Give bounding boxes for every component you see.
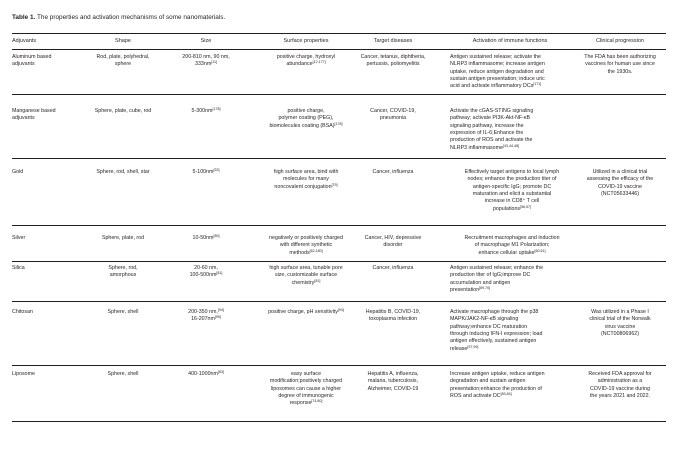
- citation: [81]: [314, 278, 321, 283]
- citation: [69,70]: [479, 285, 491, 290]
- citation: [43,44,48]: [503, 143, 519, 148]
- cell-target: Cancer, tetanus, diphtheria, pertussis, poliomyelitis: [360, 54, 426, 68]
- cell-surface-text: high surface area, tunable pore size, customizable surface chemistry: [269, 265, 343, 286]
- cell-shape: Rod, plate, polyhedral, sphere: [96, 54, 150, 68]
- cell-adjuvant: Gold: [12, 169, 24, 175]
- table-caption: [12, 14, 225, 22]
- cell-activation: [450, 169, 574, 213]
- cell-surface: [254, 265, 358, 287]
- cell-size: [178, 235, 234, 242]
- cell-surface-text: positive charge, polymer coating (PEG), biomolecules coating (BSA): [269, 108, 335, 129]
- cell-activation-text: Antigen sustained release; activate the NLRP3 inflammasome; increase antigen uptake, reduce antigen degradation and sustain antigen presentation; induce uric acid and activate inflammatory DCs: [450, 54, 545, 90]
- cell-activation: [450, 235, 574, 257]
- cell-activation: [450, 108, 574, 152]
- header-adjuvants: Adjuvants: [12, 38, 37, 44]
- cell-clinical: Received FDA approval for administration as a COVID-19 vaccine during the years 2021 and 2022.: [588, 371, 652, 400]
- citation: [56,57]: [520, 204, 532, 209]
- citation: [171]: [533, 82, 542, 87]
- cell-shape: Sphere, plate, rod: [101, 235, 145, 241]
- cell-target: Cancer, influenza: [372, 265, 414, 271]
- cell-adjuvant: Chitosan: [12, 309, 33, 315]
- citation: [11]: [211, 60, 217, 65]
- citation: [97,99]: [467, 344, 479, 349]
- cell-size-text: 16-207nm: [191, 316, 215, 323]
- header-target-diseases: Target diseases: [373, 38, 413, 44]
- cell-adjuvant: Silica: [12, 265, 25, 271]
- cell-clinical: Utilized in a clinical trial assessing the efficacy of the COVID-19 vaccine (NCT05633446): [586, 169, 654, 198]
- cell-shape: Sphere, rod, amorphous: [108, 265, 138, 279]
- citation: [81]: [216, 271, 223, 276]
- row-divider: [12, 158, 666, 159]
- cell-size: [178, 169, 234, 176]
- cell-target: Cancer, HIV, depressive disorder: [364, 235, 422, 249]
- header-shape: Shape: [115, 38, 131, 44]
- citation: [79]: [331, 182, 338, 187]
- cell-size-text: 200-810 nm, 90 nm, 333nm: [182, 54, 230, 68]
- cell-size-text: 5-100nm: [192, 169, 214, 175]
- cell-surface-text: high surface area, bind with molecules for many noncovalent conjugation: [273, 169, 339, 190]
- cell-activation-text: Recruitment macrophages and induction of macrophage M1 Polarization; enhance cellular uptake: [464, 235, 560, 256]
- cell-shape: Sphere, shell: [107, 371, 139, 377]
- cell-clinical: The FDA has been authorizing vaccines for human use since the 1930s.: [584, 54, 656, 75]
- cell-target: Cancer, influenza: [372, 169, 414, 175]
- table-bottom-rule: [12, 421, 666, 422]
- cell-size-text: 10-50nm: [192, 235, 214, 241]
- cell-surface-text: negatively or positively charged with different synthetic methods: [269, 235, 343, 256]
- cell-surface-text: positive charge, pH sensitivity: [268, 309, 338, 315]
- cell-clinical: Was utilized in a Phase I clinical trial of the Norwalk virus vaccine (NCT00806962): [589, 309, 651, 338]
- cell-target: Cancer, COVID-19, pneumonia: [370, 108, 416, 122]
- cell-size: [178, 309, 234, 324]
- cell-surface: [254, 371, 358, 408]
- citation: [74,80]: [311, 399, 323, 404]
- citation: [83,84]: [500, 391, 512, 396]
- cell-surface: [254, 169, 358, 191]
- table-top-rule: [12, 33, 666, 34]
- cell-target: Hepatitis B, COVID-19, toxoplasma infection: [365, 309, 421, 323]
- row-divider: [12, 94, 666, 95]
- table-caption-label: Table 1.: [12, 14, 36, 21]
- cell-adjuvant: Liposome: [12, 371, 35, 377]
- row-divider: [12, 365, 666, 366]
- cell-target: Hepatitis A, influenza, malaria, tuberculosis, Alzheimer, COVID-19: [367, 371, 419, 392]
- cell-shape: Sphere, rod, shell, star: [96, 169, 150, 175]
- cell-surface: [254, 54, 358, 69]
- citation: [85]: [213, 233, 220, 238]
- header-clinical-progression: Clinical progression: [596, 38, 644, 44]
- header-surface-properties: Surface properties: [283, 38, 329, 44]
- citation: [94]: [217, 307, 224, 312]
- cell-shape: Sphere, plate, cube, rod: [94, 108, 152, 114]
- cell-surface: [254, 309, 358, 316]
- cell-activation-text: Increase antigen uptake, reduce antigen degradation and sustain antigen presentation;enhance the production of ROS and activate DC: [450, 371, 545, 400]
- header-size: Size: [200, 38, 212, 44]
- citation: [94]: [337, 307, 344, 312]
- cell-activation: [450, 309, 574, 353]
- citation: [95]: [214, 315, 221, 320]
- citation: [60,61]: [534, 248, 546, 253]
- citation: [62,180]: [309, 248, 323, 253]
- cell-surface: [254, 108, 358, 130]
- cell-size: [178, 371, 234, 378]
- header-activation: Activation of immune functions: [472, 38, 548, 44]
- cell-size-text: 200-350 nm,: [188, 309, 218, 315]
- table-caption-text: The properties and activation mechanisms of some nanomaterials.: [35, 14, 226, 21]
- cell-size: [178, 108, 234, 115]
- cell-adjuvant: Silver: [12, 235, 26, 241]
- cell-shape: Sphere, shell: [107, 309, 139, 315]
- cell-activation-text: Antigen sustained release; enhance the production titer of IgG;improve DC accumulation and antigen presentation: [450, 265, 544, 294]
- cell-activation-text: Effectively target antigens to local lymph nodes; enhance the production titer of antigen-specific IgG; promote DC maturation and elicit a substantial increase in CD8⁺ T cell populations: [464, 169, 560, 212]
- cell-activation: [450, 54, 574, 91]
- cell-activation: [450, 371, 574, 400]
- cell-activation: [450, 265, 574, 294]
- cell-adjuvant: Aluminum based adjuvants: [12, 54, 52, 68]
- cell-surface-text: easy surface modification;positively charged liposomes can cause a higher degree of immunogenic response: [269, 371, 343, 407]
- cell-adjuvant: Manganese based adjuvants: [12, 108, 56, 122]
- cell-surface: [254, 235, 358, 257]
- cell-size: [178, 265, 234, 280]
- row-divider: [12, 301, 666, 302]
- row-divider: [12, 261, 666, 262]
- citation: [178]: [212, 106, 221, 111]
- cell-size-text: 400-1000nm: [188, 371, 218, 377]
- citation: [53]: [213, 167, 220, 172]
- cell-activation-text: Activate macrophage through the p38 MAPK/JAK2-NF-κB signaling pathway;enhance DC maturation through inducing IFN-I expression; load antigen effectively, sustained antigen release: [450, 309, 543, 352]
- citation: [12,177]: [312, 60, 326, 65]
- row-divider: [12, 225, 666, 226]
- cell-surface-text: positive charge, hydroxyl abundance: [276, 54, 336, 68]
- citation: [178]: [334, 121, 343, 126]
- cell-activation-text: Activate the cGAS-STING signaling pathway; activate PI3K-Akt-NF-κB signaling pathway, increase the expression of IL-6;Enhance the production of ROS and activate the NLRP3 inflammasome: [450, 108, 534, 151]
- citation: [83]: [217, 369, 224, 374]
- cell-size-text: 20-60 nm, 100-500nm: [189, 265, 218, 279]
- cell-size: [178, 54, 234, 69]
- table-header-rule: [12, 49, 666, 50]
- cell-size-text: 5-300nm: [191, 108, 213, 114]
